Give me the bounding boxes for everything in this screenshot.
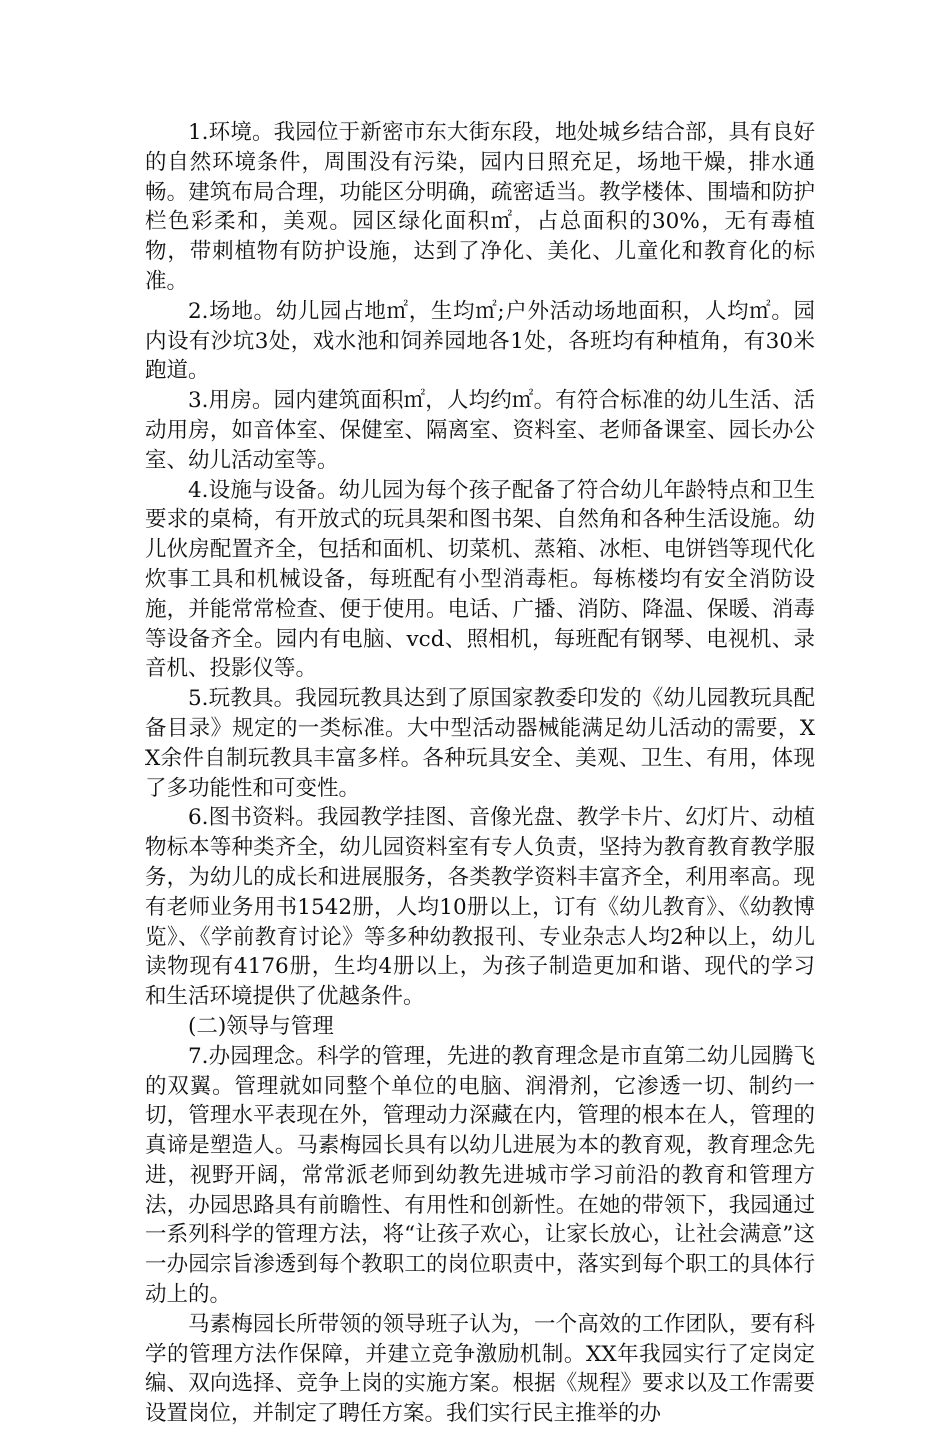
paragraph-buildings: 3.用房。园内建筑面积㎡，人均约㎡。有符合标准的幼儿生活、活动用房，如音体室、保健室、隔离室、资料室、老师备课室、园长办公室、幼儿活动室等。 <box>145 388 815 473</box>
section-heading-leadership: (二)领导与管理 <box>188 1013 334 1039</box>
paragraph-library: 6.图书资料。我园教学挂图、音像光盘、教学卡片、幻灯片、动植物标本等种类齐全，幼儿园资料室有专人负责，坚持为教育教育教学服务，为幼儿的成长和进展服务，各类教学资料丰富齐全，利用率高。现有老师业务用书1542册，人均10册以上，订有《幼儿教育》、《幼教博览》、《学前教育讨论》等多种幼教报刊、专业杂志人均2种以上，幼儿读物现有4176册，生均4册以上，为孩子制造更加和谐、现代的学习和生活环境提供了优越条件。 <box>145 805 815 1010</box>
paragraph-facilities: 4.设施与设备。幼儿园为每个孩子配备了符合幼儿年龄特点和卫生要求的桌椅，有开放式的玩具架和图书架、自然角和各种生活设施。幼儿伙房配置齐全，包括和面机、切菜机、蒸箱、冰柜、电饼铛等现代化炊事工具和机械设备，每班配有小型消毒柜。每栋楼均有安全消防设施，并能常常检查、便于使用。电话、广播、消防、降温、保暖、消毒等设备齐全。园内有电脑、vcd、照相机，每班配有钢琴、电视机、录音机、投影仪等。 <box>145 477 815 682</box>
paragraph-management: 马素梅园长所带领的领导班子认为，一个高效的工作团队，要有科学的管理方法作保障，并建立竞争激励机制。XX年我园实行了定岗定编、双向选择、竞争上岗的实施方案。根据《规程》要求以及工作需要设置岗位，并制定了聘任方案。我们实行民主推举的办 <box>145 1311 815 1427</box>
paragraph-site: 2.场地。幼儿园占地㎡，生均㎡;户外活动场地面积，人均㎡。园内设有沙坑3处，戏水池和饲养园地各1处，各班均有种植角，有30米跑道。 <box>145 298 815 384</box>
paragraph-philosophy: 7.办园理念。科学的管理，先进的教育理念是市直第二幼儿园腾飞的双翼。管理就如同整个单位的电脑、润滑剂，它渗透一切、制约一切，管理水平表现在外，管理动力深藏在内，管理的根本在人，管理的真谛是塑造人。马素梅园长具有以幼儿进展为本的教育观，教育理念先进，视野开阔，常常派老师到幼教先进城市学习前沿的教育和管理方法，办园思路具有前瞻性、有用性和创新性。在她的带领下，我园通过一系列科学的管理方法，将“让孩子欢心，让家长放心，让社会满意”这一办园宗旨渗透到每个教职工的岗位职责中，落实到每个职工的具体行动上的。 <box>145 1043 815 1308</box>
paragraph-environment: 1.环境。我园位于新密市东大街东段，地处城乡结合部，具有良好的自然环境条件，周围没有污染，园内日照充足，场地干燥，排水通畅。建筑布局合理，功能区分明确，疏密适当。教学楼体、围墙和防护栏色彩柔和，美观。园区绿化面积㎡，占总面积的30%，无有毒植物，带刺植物有防护设施，达到了净化、美化、儿童化和教育化的标准。 <box>145 120 815 294</box>
document-body <box>145 118 815 1429</box>
paragraph-teaching-toys: 5.玩教具。我园玩教具达到了原国家教委印发的《幼儿园教玩具配备目录》规定的一类标准。大中型活动器械能满足幼儿活动的需要，XX余件自制玩教具丰富多样。各种玩具安全、美观、卫生、有用，体现了多功能性和可变性。 <box>145 686 815 801</box>
